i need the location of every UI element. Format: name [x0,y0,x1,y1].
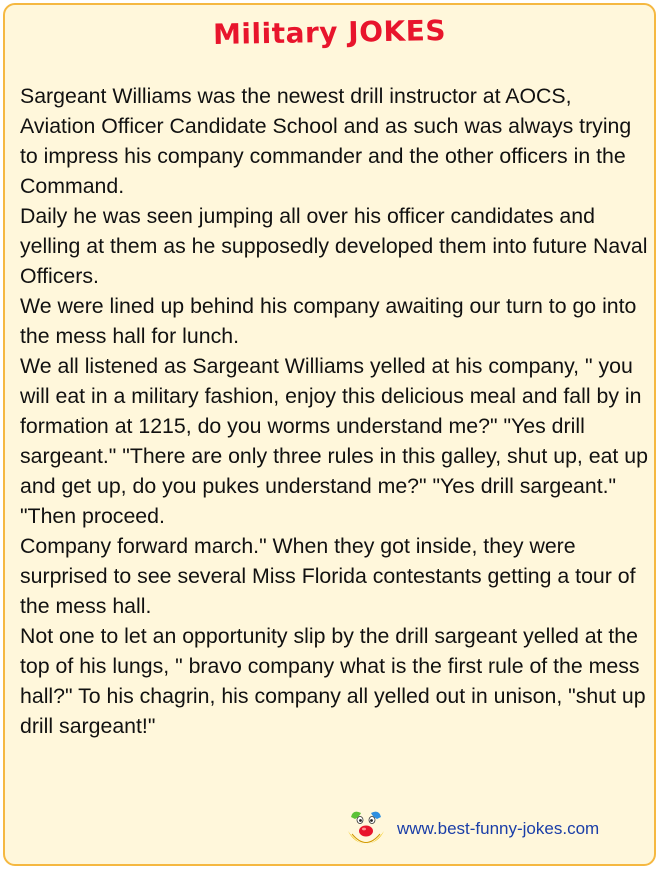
clown-face-icon [343,807,389,853]
footer [343,807,599,853]
joke-body [20,81,650,741]
joke-paragraph: Daily he was seen jumping all over his officer candidates and yelling at them as he supposedly developed them into future Naval Officers. [20,204,648,288]
joke-paragraph: We all listened as Sargeant Williams yelled at his company, " you will eat in a military fashion, enjoy this delicious meal and fall by in formation at 1215, do you worms understand me?" "Yes drill sargeant." "There are only three rules in this galley, shut up, eat up and get up, do you pukes understand me?" "Yes drill sargeant." "Then proceed. [20,354,648,528]
site-link[interactable]: www.best-funny-jokes.com [397,819,600,838]
page-title: Military JOKES [212,13,447,52]
joke-paragraph: Sargeant Williams was the newest drill instructor at AOCS, Aviation Officer Candidate School and as such was always trying to impress his company commander and the other officers in the Command. [20,84,632,198]
joke-paragraph: Company forward march." When they got inside, they were surprised to see several Miss Florida contestants getting a tour of the mess hall. [20,534,636,618]
joke-paragraph: Not one to let an opportunity slip by the drill sargeant yelled at the top of his lungs, " bravo company what is the first rule of the mess hall?" To his chagrin, his company all yelled out in unison, "shut up drill sargeant!" [20,624,646,738]
joke-paragraph: We were lined up behind his company awaiting our turn to go into the mess hall for lunch. [20,294,637,348]
